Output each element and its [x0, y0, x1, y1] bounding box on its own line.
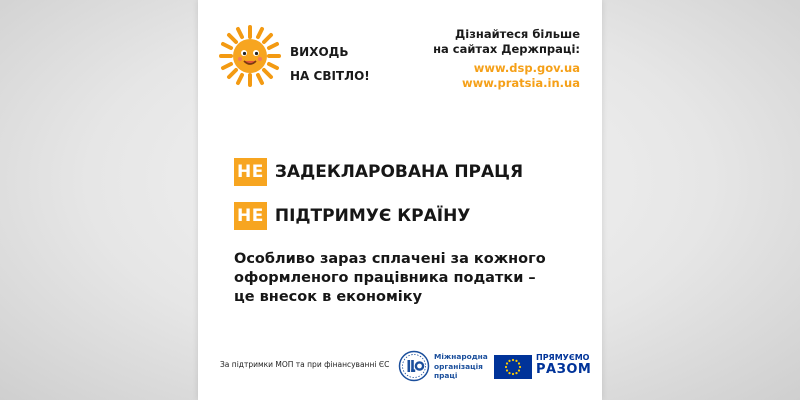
slogan — [290, 40, 370, 88]
ilo-line-1: Міжнародна — [434, 352, 488, 361]
info-line-2: на сайтах Держпраці: — [433, 41, 580, 56]
ilo-line-2: організація — [434, 361, 483, 371]
sun-mascot-icon — [218, 24, 282, 88]
slogan-line-2: НА СВІТЛО! — [290, 69, 370, 83]
headline-2-tag: НЕ — [234, 202, 267, 230]
info-line-1: Дізнайтеся більше — [455, 27, 580, 41]
ilo-name — [434, 352, 488, 381]
link-dsp[interactable]: www.dsp.gov.ua — [473, 61, 580, 75]
body-line-2: оформленого працівника податки – — [234, 270, 536, 286]
slogan-line-1: ВИХОДЬ — [290, 45, 349, 59]
pr-line-1: ПРЯМУЄМО — [536, 353, 590, 362]
headline-1-tag: НЕ — [234, 158, 267, 186]
body-line-3: це внесок в економіку — [234, 289, 423, 305]
pryamuyemo-razom-logo — [536, 353, 591, 377]
poster-card — [198, 0, 602, 400]
ilo-logo-icon — [398, 350, 430, 382]
eu-flag-icon — [494, 355, 532, 379]
headline-1-text: ЗАДЕКЛАРОВАНА ПРАЦЯ — [274, 162, 524, 182]
body-text — [234, 250, 574, 307]
body-line-1: Особливо зараз сплачені за кожного — [234, 251, 546, 267]
link-pratsia[interactable]: www.pratsia.in.ua — [461, 75, 580, 90]
ilo-line-3: праці — [434, 371, 458, 380]
headline-2-text: ПІДТРИМУЄ КРАЇНУ — [274, 206, 471, 226]
info-block — [433, 27, 580, 90]
headline-1 — [234, 158, 523, 186]
pr-line-2: РАЗОМ — [536, 362, 592, 377]
headline-2 — [234, 202, 470, 230]
support-text: За підтримки МОП та при фінансуванні ЄС — [220, 360, 390, 369]
